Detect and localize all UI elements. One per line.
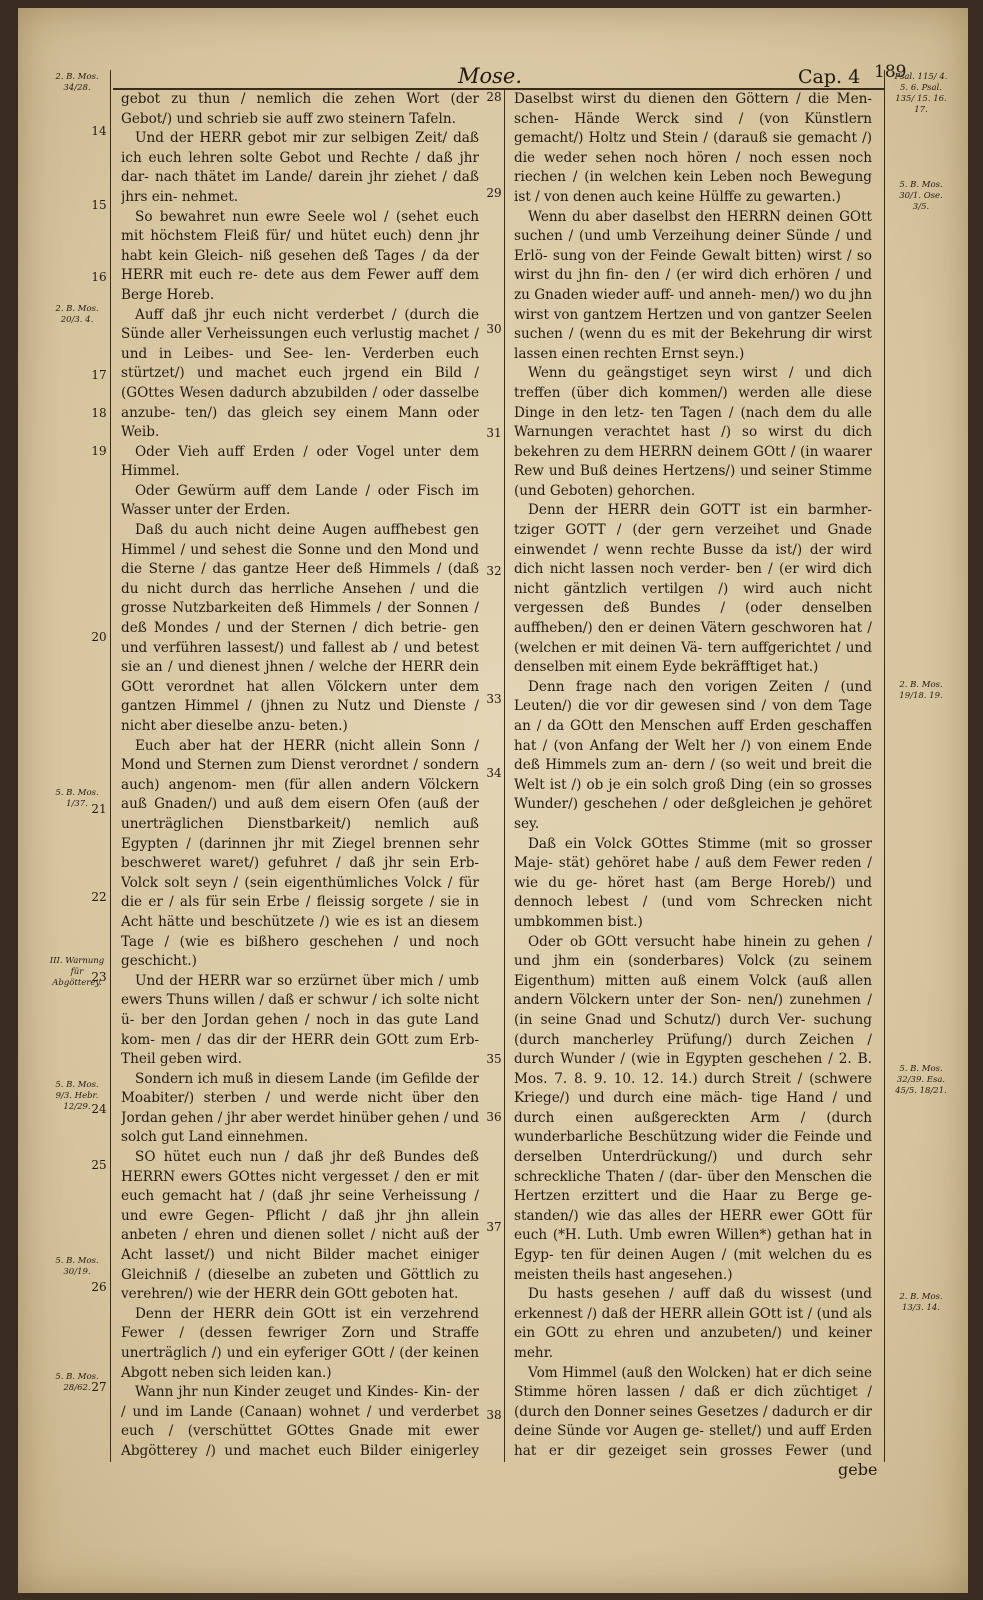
catchword: gebe: [838, 1460, 878, 1479]
margin-note: 5. B. Mos. 28/62.: [55, 1372, 99, 1393]
verse-number: 20: [91, 630, 107, 644]
verse-number: 14: [91, 124, 107, 138]
verse-number: 37: [486, 1220, 502, 1234]
verse-number: 33: [486, 692, 502, 706]
verse-number: 24: [91, 1102, 107, 1116]
margin-note: 2. B. Mos. 34/28.: [55, 72, 99, 93]
verse-paragraph: Oder Gewürm auff dem Lande / oder Fisch im Wasser unter der Erden.: [121, 482, 479, 519]
verse-number: 34: [486, 766, 502, 780]
verse-number: 17: [91, 368, 107, 382]
verse-paragraph: Denn der HERR dein GOtt ist ein verzehrend Fewer / (dessen fewriger Zorn und Straffe unerträglich /) und ein eyferiger GOtt / (der keinen Abgott neben sich leiden kan.): [121, 1305, 479, 1381]
verse-number: 27: [91, 1380, 107, 1394]
verse-number: 16: [91, 270, 107, 284]
verse-paragraph: Euch aber hat der HERR (nicht allein Sonn / Mond und Sternen zum Dienst verordnet / sondern auch) angenom- men (für allen andern Völckern auß Gnaden/) und auß dem eisern Ofen (auß der unerträglichen Dienstbarkeit/) nemlich auß Egypten / (darinnen jhr mit Ziegel brennen sehr beschweret waret/) gefuhret / daß jhr sein Erb- Volck solt seyn / (sein eigenthümliches Volck / für die er / als für sein Erbe / fleissig sorgete / sie in Acht hätte und beschützete /) wie es ist an diesem Tage / (wie es bißhero geschehen / und noch geschicht.): [121, 737, 479, 970]
verse-paragraph: Und der HERR gebot mir zur selbigen Zeit/ daß ich euch lehren solte Gebot und Rechte / daß jhr dar- nach thätet im Lande/ darein jhr ziehet / daß jhrs ein- nehmet.: [121, 130, 479, 205]
verse-paragraph: Auff daß jhr euch nicht verderbet / (durch die Sünde aller Verheissungen euch verlustig machet / und in Leibes- und See- len- Verderben euch stürtzet/) und machet euch jrgend ein Bild / (GOttes Wesen dadurch abzubilden / oder dasselbe anzube- ten/) das gleich sey einem Mann oder Weib.: [121, 306, 479, 441]
margin-note: Psal. 115/ 4. 5. 6. Psal. 135/ 15. 16. 17.: [894, 72, 948, 115]
verse-paragraph: gebot zu thun / nemlich die zehen Wort (der Gebot/) und schrieb sie auff zwo steinern Tafeln.: [121, 91, 479, 127]
margin-note: 5. B. Mos. 30/19.: [55, 1256, 99, 1277]
verse-paragraph: Und der HERR war so erzürnet über mich / umb ewers Thuns willen / daß er schwur / ich solte nicht ü- ber den Jordan gehen / noch in das gute Land kom- men / das dir der HERR dein GOtt zum Erb- Theil geben wird.: [121, 972, 479, 1068]
running-title: Mose.: [458, 64, 523, 88]
left-text-column: [121, 90, 479, 1460]
margin-note: 5. B. Mos. 32/39. Esa. 45/5. 18/21.: [895, 1064, 947, 1096]
margin-note: III. Warnung für Abgötterey.: [49, 956, 105, 988]
verse-number: 32: [486, 564, 502, 578]
verse-number: 19: [91, 444, 107, 458]
verse-paragraph: Daselbst wirst du dienen den Göttern / die Men- schen- Hände Werck sind / (von Künstlern gemacht/) Holtz und Stein / (darauß sie gemacht /) die weder sehen noch hören / noch essen noch riechen / (in welchen kein Leben noch Bewegung ist / von denen auch keine Hülffe zu gewarten.): [514, 91, 872, 205]
verse-number: 38: [486, 1408, 502, 1422]
verse-number: 26: [91, 1280, 107, 1294]
verse-number: 31: [486, 426, 502, 440]
margin-note: 5. B. Mos. 30/1. Ose. 3/5.: [899, 180, 943, 212]
page-number: 189: [874, 62, 907, 82]
verse-paragraph: So bewahret nun ewre Seele wol / (sehet euch mit höchstem Fleiß für/ und hütet euch) denn jhr habt kein Gleich- niß gesehen deß Tages / da der HERR mit euch re- dete aus dem Fewer auff dem Berge Horeb.: [121, 208, 479, 303]
page-header: [18, 64, 968, 90]
verse-number: 35: [486, 1052, 502, 1066]
margin-note: 5. B. Mos. 1/37.: [55, 788, 99, 809]
left-verse-numbers: [86, 90, 112, 1460]
verse-paragraph: Vom Himmel (auß den Wolcken) hat er dich seine Stimme hören lassen / daß er dich züchtiget / (durch den Donner seines Gesetzes / dadurch er dir deine Sünde vor Augen ge- stellet/) und auff Erden hat er dir gezeiget sein grosses Fewer (und: [514, 1364, 872, 1459]
verse-paragraph: Denn der HERR dein GOTT ist ein barmher- tziger GOTT / (der gern verzeihet und Gnade einwendet / wenn rechte Busse da ist/) der wird dich nicht lassen noch verder- ben / (er wird dich nicht gäntzlich vertilgen /) wird auch nicht vergessen deß Bundes / (oder denselben auffheben/) den er deinen Vätern geschworen hat / (welchen er mit deinen Vä- tern auffgerichtet / und denselben mit einem Eyde bekräfftiget hat.): [514, 502, 872, 676]
verse-paragraph: Du hasts gesehen / auff daß du wissest (und erkennest /) daß der HERR allein GOtt ist / (und als ein GOtt zu ehren und anzubeten/) und keiner mehr.: [514, 1286, 872, 1361]
margin-note: 5. B. Mos. 9/3. Hebr. 12/29.: [55, 1080, 99, 1112]
right-margin-rule: [884, 70, 885, 1462]
verse-number: 29: [486, 186, 502, 200]
verse-number: 30: [486, 322, 502, 336]
verse-number: 23: [91, 970, 107, 984]
verse-paragraph: Oder Vieh auff Erden / oder Vogel unter dem Himmel.: [121, 443, 479, 480]
verse-paragraph: Wenn du geängstiget seyn wirst / und dich treffen (über dich kommen/) werden alle diese Dinge in den letz- ten Tagen / (nach dem du alle Warnungen verachtet hast /) so wirst du dich bekehren zu dem HERRN deinem GOtt / (in waarer Rew und Buß deines Hertzens/) und seiner Stimme (und Geboten) gehorchen.: [514, 365, 872, 499]
verse-number: 25: [91, 1158, 107, 1172]
margin-note: 2. B. Mos. 13/3. 14.: [899, 1292, 943, 1313]
chapter-label: Cap. 4: [798, 66, 861, 88]
verse-number: 22: [91, 890, 107, 904]
verse-number: 28: [486, 90, 502, 104]
verse-number: 18: [91, 406, 107, 420]
right-text-column: [514, 90, 872, 1460]
verse-paragraph: Denn frage nach den vorigen Zeiten / (und Leuten/) die vor dir gewesen sind / von dem Tage an / da GOtt den Menschen auff Erden geschaffen hat / (von Anfang der Welt her /) von einem Ende deß Himmels zum an- dern / (so weit und breit die Welt ist /) ob je ein solch groß Ding (ein so grosses Wunder/) geschehen / oder deßgleichen je gehöret sey.: [514, 678, 872, 832]
verse-paragraph: SO hütet euch nun / daß jhr deß Bundes deß HERRN ewers GOttes nicht vergesset / den er mit euch gemacht hat / (daß jhr seine Verheissung / und ewre Gegen- Pflicht / daß jhr jhn allein anbeten / ehren und dienen sollet / nicht auß der Acht lasset/) und nicht Bilder machet einiger Gleichniß / (dieselbe an zubeten und Göttlich zu verehren/) wie der HERR dein GOtt geboten hat.: [121, 1149, 479, 1303]
verse-paragraph: Oder ob GOtt versucht habe hinein zu gehen / und jhm ein (sonderbares) Volck (zu seinem Eigenthum) mitten auß einem Volck (auß allen andern Völckern unter der Son- nen/) zunehmen / (in seine Gnad und Schutz/) durch Ver- suchung (durch mancherley Prüfung/) durch Zeichen / durch Wunder / (wie in Egypten geschehen / 2. B. Mos. 7. 8. 9. 10. 12. 14.) durch Streit / (schwere Kriege/) und durch eine mäch- tige Hand / und durch einen außgereckten Arm / (durch wunderbarliche Beschützung wider die Feinde und derselben Unterdrückung/) und durch sehr schreckliche Thaten / (dar- über den Menschen die Hertzen erzittert und die Haar zu Berge ge- standen/) wie das alles der HERR ewer GOtt für euch (*H. Luth. Umb ewren Willen*) gethan hat in Egyp- ten für deinen Augen / (mit welchen du es meisten theils hast angesehen.): [514, 933, 872, 1283]
margin-note: 2. B. Mos. 20/3. 4.: [55, 304, 99, 325]
verse-paragraph: Wann jhr nun Kinder zeuget und Kindes- Kin- der / und im Lande (Canaan) wohnet / und verderbet euch / (verschüttet GOttes Gnade mit ewer Abgötterey /) und machet euch Bilder einigerley: [121, 1384, 479, 1459]
book-page: [18, 8, 968, 1593]
verse-paragraph: Daß du auch nicht deine Augen auffhebest gen Himmel / und sehest die Sonne und den Mond und die Sterne / das gantze Heer deß Himmels / (daß du nicht durch das herrliche Ansehen / und die grosse Nutzbarkeiten deß Himmels / der Sonnen / deß Mondes / und der Sternen / dich betrie- gen und verführen lassest/) und fallest ab / und betest sie an / und dienest jhnen / welche der HERR dein GOtt verordnet hat allen Völckern unter dem gantzen Himmel / (jhnen zu Nutz und Dienste / nicht aber dieselbe anzu- beten.): [121, 522, 479, 734]
verse-number: 15: [91, 198, 107, 212]
verse-paragraph: Wenn du aber daselbst den HERRN deinen GOtt suchen / (und umb Verzeihung deiner Sünde / und Erlö- sung von der Feinde Gewalt bitten) wirst / so wirst du jhn fin- den / (er wird dich erhören / und zu Gnaden wieder auff- und anneh- men/) wo du jhn wirst von gantzem Hertzen und von gantzer Seelen suchen / (wenn du es mit der Bekehrung dir wirst lassen einen rechten Ernst seyn.): [514, 208, 872, 362]
verse-paragraph: Sondern ich muß in diesem Lande (im Gefilde der Moabiter/) sterben / und werde nicht über den Jordan gehen / jhr aber werdet hinüber gehen / und solch gut Land einnehmen.: [121, 1070, 479, 1146]
margin-note: 2. B. Mos. 19/18. 19.: [899, 680, 943, 701]
right-verse-numbers: [481, 90, 507, 1460]
verse-number: 36: [486, 1110, 502, 1124]
verse-number: 21: [91, 802, 107, 816]
verse-paragraph: Daß ein Volck GOttes Stimme (mit so grosser Maje- stät) gehöret habe / auß dem Fewer reden / wie du ge- höret hast (am Berge Horeb/) und dennoch lebest / (und vom Schrecken nicht umbkommen bist.): [514, 835, 872, 930]
